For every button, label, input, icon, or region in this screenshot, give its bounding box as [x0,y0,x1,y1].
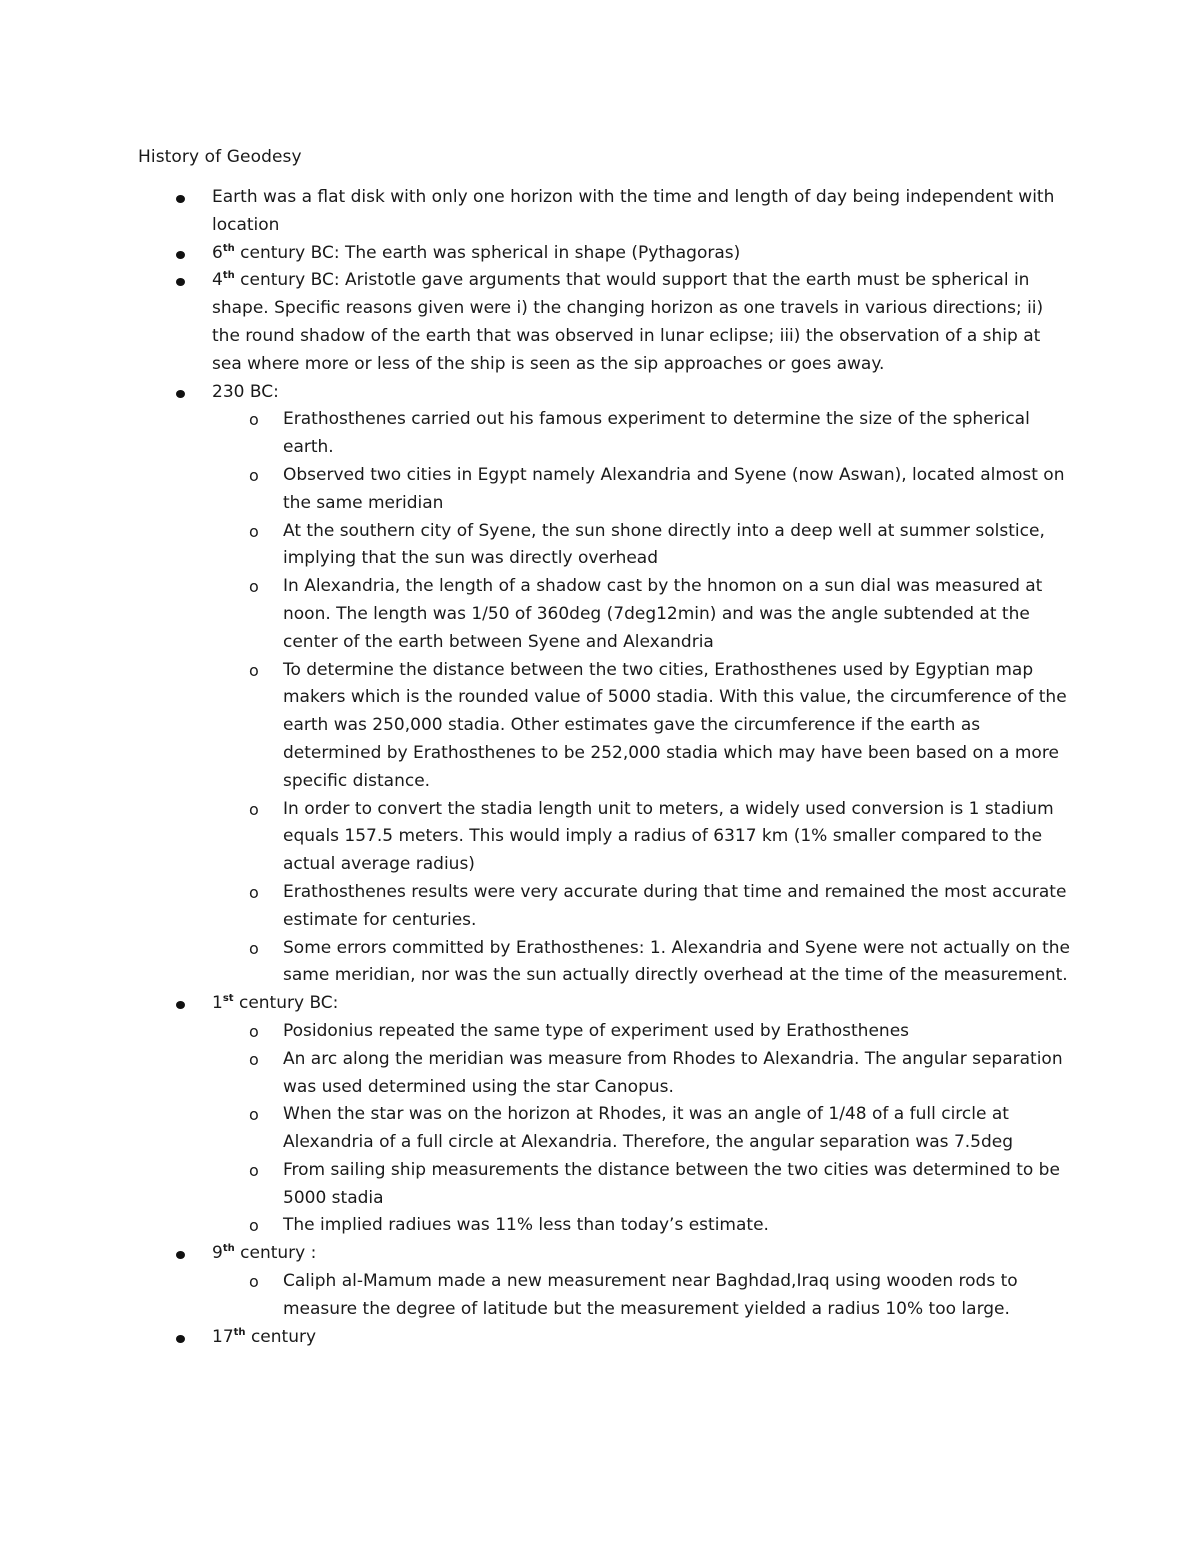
sub-item-text: When the star was on the horizon at Rhodes, it was an angle of 1/48 of a full circle at Alexandria of a full circle at Alexandria. Therefore, the angular separation was 7.5deg [283,1104,1014,1153]
sub-item-text: From sailing ship measurements the distance between the two cities was determined to be 5000 stadia [283,1159,1060,1208]
bullet-text: 9 [212,1243,223,1264]
sub-item-text: Observed two cities in Egypt namely Alexandria and Syene (now Aswan), located almost on the same meridian [283,464,1065,513]
ordinal-suffix: th [233,1326,246,1338]
bullet-text: 6 [212,242,223,263]
sub-list-item [212,879,1070,935]
sub-bullet-icon: o [249,521,259,541]
sub-item-text: Erathosthenes carried out his famous experiment to determine the size of the spherical earth. [283,409,1030,458]
sub-list-item [212,462,1070,518]
sub-bullet-icon: o [249,410,259,430]
sub-bullet-icon: o [249,660,259,680]
sub-item-text: Caliph al-Mamum made a new measurement near Baghdad,Iraq using wooden rods to measure the degree of latitude but the measurement yielded a radius 10% too large. [283,1271,1018,1319]
sub-list-item [212,1046,1070,1102]
bullet-text: 1 [212,993,223,1014]
ordinal-suffix: th [222,270,235,282]
bullet-text: Earth was a flat disk with only one horizon with the time and length of day being independent with location [212,187,1055,235]
bullet-icon [176,251,185,259]
bullet-icon [176,195,185,203]
sub-list-item [212,657,1070,796]
sub-item-text: Some errors committed by Erathosthenes: 1. Alexandria and Syene were not actually on the same meridian, nor was the sun actually directly overhead at the time of the measurement. [283,937,1070,986]
sub-list-item [212,518,1070,574]
ordinal-suffix: th [222,1243,235,1255]
sub-list-item [212,935,1070,991]
bullet-icon [176,1335,185,1343]
sub-item-text: The implied radiues was 11% less than today’s estimate. [283,1215,769,1236]
bullet-text-continued: century BC: [233,993,339,1014]
sub-bullet-icon: o [249,1049,259,1069]
sub-list-item [212,1101,1070,1157]
bullet-item [0,990,1200,1240]
sub-list-item [212,1268,1070,1324]
sub-bullet-icon: o [249,882,259,902]
bullet-icon [176,1001,185,1009]
bullet-text-continued: century BC: The earth was spherical in shape (Pythagoras) [234,242,741,263]
sub-item-text: Erathosthenes results were very accurate during that time and remained the most accurate estimate for centuries. [283,881,1067,930]
bullet-item [0,1240,1200,1323]
sub-list-item [212,1157,1070,1213]
sub-bullet-icon: o [249,799,259,819]
bullet-item [0,379,1200,991]
sub-bullet-icon: o [249,1105,259,1125]
bullet-icon [176,278,185,286]
bullet-text: 4 [212,270,223,291]
bullet-text: 17 [212,1326,234,1347]
bullet-icon [176,1251,185,1259]
ordinal-suffix: st [222,993,234,1005]
sub-bullet-icon: o [249,938,259,958]
bullet-item [0,1324,1200,1352]
sub-list [212,1268,1070,1324]
sub-item-text: At the southern city of Syene, the sun shone directly into a deep well at summer solstice, implying that the sun was directly overhead [283,520,1045,569]
bullet-item [0,240,1200,268]
sub-item-text: An arc along the meridian was measure from Rhodes to Alexandria. The angular separation was used determined using the star Canopus. [283,1048,1063,1097]
sub-bullet-icon: o [249,577,259,597]
sub-bullet-icon: o [249,465,259,485]
sub-bullet-icon: o [249,1272,259,1292]
document-title: History of Geodesy [138,147,302,167]
bullet-text: 230 BC: [212,381,279,402]
sub-list [212,1018,1070,1240]
sub-bullet-icon: o [249,1021,259,1041]
sub-list-item [212,1018,1070,1046]
sub-item-text: To determine the distance between the two cities, Erathosthenes used by Egyptian map makers which is the rounded value of 5000 stadia. With this value, the circumference of the earth was 250,000 stadia. Other estimates gave the circumference if the earth as determined by Erathosthenes to be 252,000 stadia which may have been based on a more specific distance. [283,659,1067,791]
sub-item-text: Posidonius repeated the same type of experiment used by Erathosthenes [283,1020,910,1041]
bullet-list [0,184,1200,1351]
bullet-text-continued: century : [234,1243,317,1264]
sub-list-item [212,573,1070,656]
bullet-item [0,267,1200,378]
sub-bullet-icon: o [249,1216,259,1236]
bullet-icon [176,390,185,398]
bullet-text-continued: century BC: Aristotle gave arguments that would support that the earth must be spherical in shape. Specific reasons given were i) the changing horizon as one travels in various directions; ii) the round shadow of the earth that was observed in lunar eclipse; iii) the observation of a ship at sea where more or less of the ship is seen as the sip approaches or goes away. [212,270,1044,374]
sub-list-item [212,406,1070,462]
sub-item-text: In order to convert the stadia length unit to meters, a widely used conversion is 1 stadium equals 157.5 meters. This would imply a radius of 6317 km (1% smaller compared to the actual average radius) [283,798,1054,875]
sub-list [212,406,1070,990]
sub-bullet-icon: o [249,1160,259,1180]
sub-item-text: In Alexandria, the length of a shadow cast by the hnomon on a sun dial was measured at noon. The length was 1/50 of 360deg (7deg12min) and was the angle subtended at the center of the earth between Syene and Alexandria [283,576,1043,652]
bullet-item [0,184,1200,240]
bullet-text-continued: century [245,1326,317,1347]
sub-list-item [212,1212,1070,1240]
ordinal-suffix: th [222,242,235,254]
sub-list-item [212,796,1070,879]
